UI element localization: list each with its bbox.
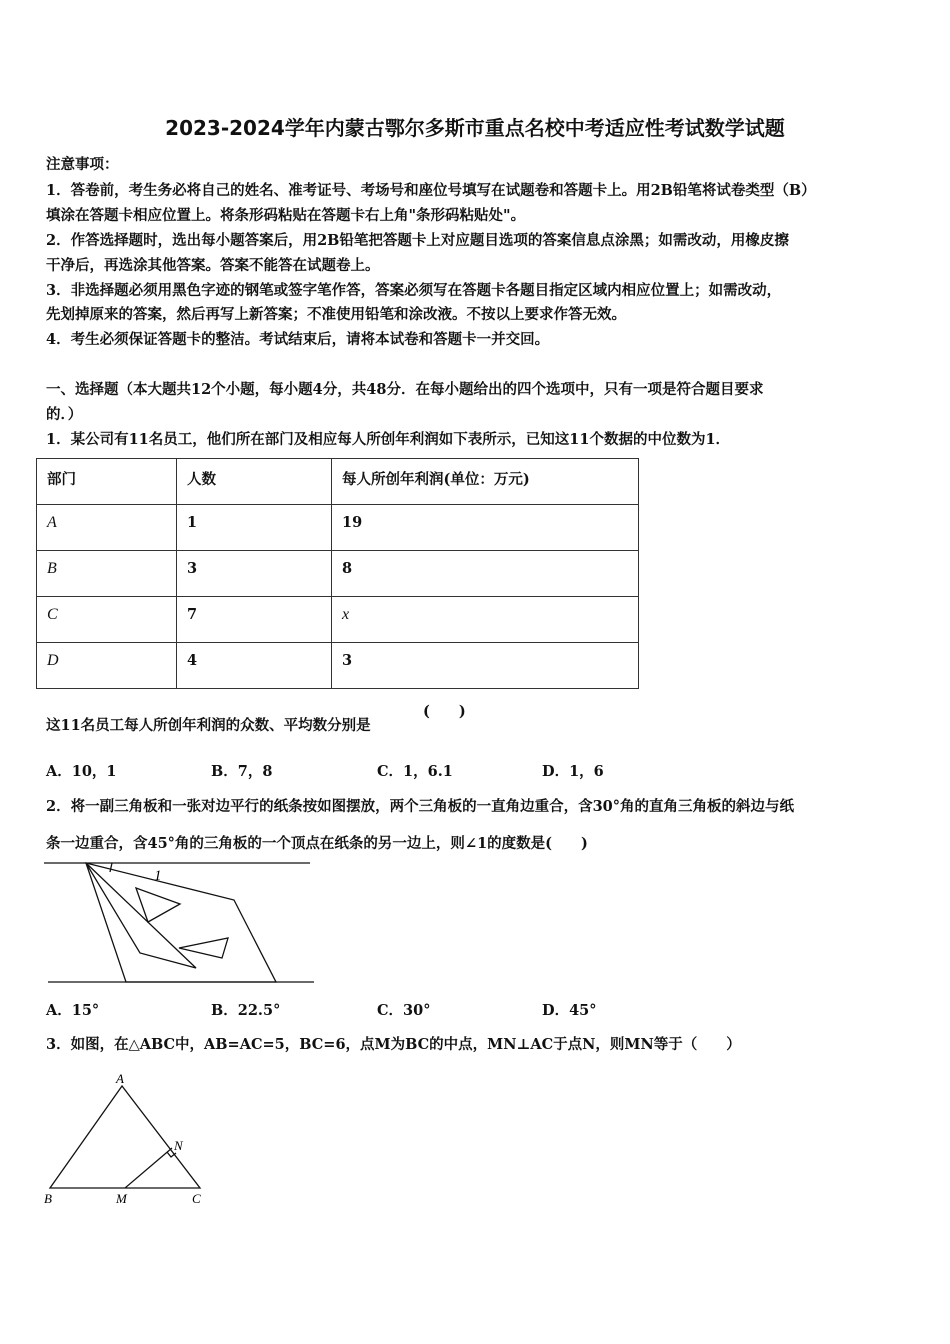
- note-line: 填涂在答题卡相应位置上。将条形码粘贴在答题卡右上角"条形码粘贴处"。: [46, 207, 526, 224]
- label-a: A: [116, 1071, 124, 1086]
- table-cell: 7: [177, 597, 332, 643]
- answer-paren: ( ): [423, 703, 466, 720]
- option-b: B．22.5°: [211, 1002, 281, 1019]
- page-title: 2023-2024学年内蒙古鄂尔多斯市重点名校中考适应性考试数学试题: [165, 116, 785, 140]
- note-line: 干净后，再选涂其他答案。答案不能答在试题卷上。: [46, 257, 380, 274]
- table-cell: B: [37, 551, 177, 597]
- option-c: C．1，6.1: [377, 763, 453, 780]
- note-line: 先划掉原来的答案，然后再写上新答案；不准使用铅笔和涂改液。不按以上要求作答无效。: [46, 306, 626, 323]
- label-n: N: [174, 1138, 183, 1153]
- table-header: 部门: [37, 459, 177, 505]
- option-d: D．1，6: [542, 763, 604, 780]
- table-cell: 8: [332, 551, 639, 597]
- table-header-row: [37, 459, 639, 505]
- option-a: A．10，1: [46, 763, 117, 780]
- option-d: D．45°: [542, 1002, 597, 1019]
- option-b: B．7，8: [211, 763, 273, 780]
- table-cell: 3: [177, 551, 332, 597]
- table-header: 每人所创年利润(单位：万元): [332, 459, 639, 505]
- table-cell: 3: [332, 643, 639, 689]
- table-cell: 1: [177, 505, 332, 551]
- table-cell: A: [37, 505, 177, 551]
- note-line: 2．作答选择题时，选出每小题答案后，用2B铅笔把答题卡上对应题目选项的答案信息点涂黑；如需改动，用橡皮擦: [46, 232, 789, 249]
- label-m: M: [116, 1191, 127, 1206]
- q2-stem-line1: 2．将一副三角板和一张对边平行的纸条按如图摆放，两个三角板的一直角边重合，含30°角的直角三角板的斜边与纸: [46, 798, 795, 815]
- table-header: 人数: [177, 459, 332, 505]
- q1-stem: 1．某公司有11名员工，他们所在部门及相应每人所创年利润如下表所示，已知这11个数据的中位数为1．: [46, 431, 731, 448]
- table-cell: 19: [332, 505, 639, 551]
- profit-table: [36, 458, 639, 689]
- table-row: [37, 643, 639, 689]
- section-heading-cont: 的．）: [46, 406, 83, 423]
- table-row: [37, 551, 639, 597]
- angle-label: 1: [154, 868, 162, 884]
- label-b: B: [44, 1191, 52, 1206]
- option-c: C．30°: [377, 1002, 431, 1019]
- note-line: 3．非选择题必须用黑色字迹的钢笔或签字笔作答，答案必须写在答题卡各题目指定区域内相应位置上；如需改动，: [46, 282, 782, 299]
- triangle-abc-figure: [40, 1068, 220, 1210]
- table-row: [37, 505, 639, 551]
- table-row: [37, 597, 639, 643]
- q2-stem-line2: 条一边重合，含45°角的三角板的一个顶点在纸条的另一边上，则∠1的度数是( ): [46, 835, 588, 852]
- notes-heading: 注意事项：: [46, 156, 119, 173]
- label-c: C: [192, 1191, 201, 1206]
- note-line: 1．答卷前，考生务必将自己的姓名、准考证号、考场号和座位号填写在试题卷和答题卡上。用2B铅笔将试卷类型（B）: [46, 182, 816, 199]
- note-line: 4．考生必须保证答题卡的整洁。考试结束后，请将本试卷和答题卡一并交回。: [46, 331, 550, 348]
- table-cell: x: [332, 597, 639, 643]
- triangle-set-figure: [44, 858, 320, 988]
- table-cell: C: [37, 597, 177, 643]
- q3-stem: 3．如图，在△ABC中，AB=AC=5，BC=6，点M为BC的中点，MN⊥AC于点N，则MN等于（ ）: [46, 1036, 741, 1053]
- table-cell: D: [37, 643, 177, 689]
- option-a: A．15°: [46, 1002, 100, 1019]
- q1-question: 这11名员工每人所创年利润的众数、平均数分别是: [46, 717, 371, 734]
- section-heading: 一、选择题（本大题共12个小题，每小题4分，共48分．在每小题给出的四个选项中，只有一项是符合题目要求: [46, 381, 764, 398]
- table-cell: 4: [177, 643, 332, 689]
